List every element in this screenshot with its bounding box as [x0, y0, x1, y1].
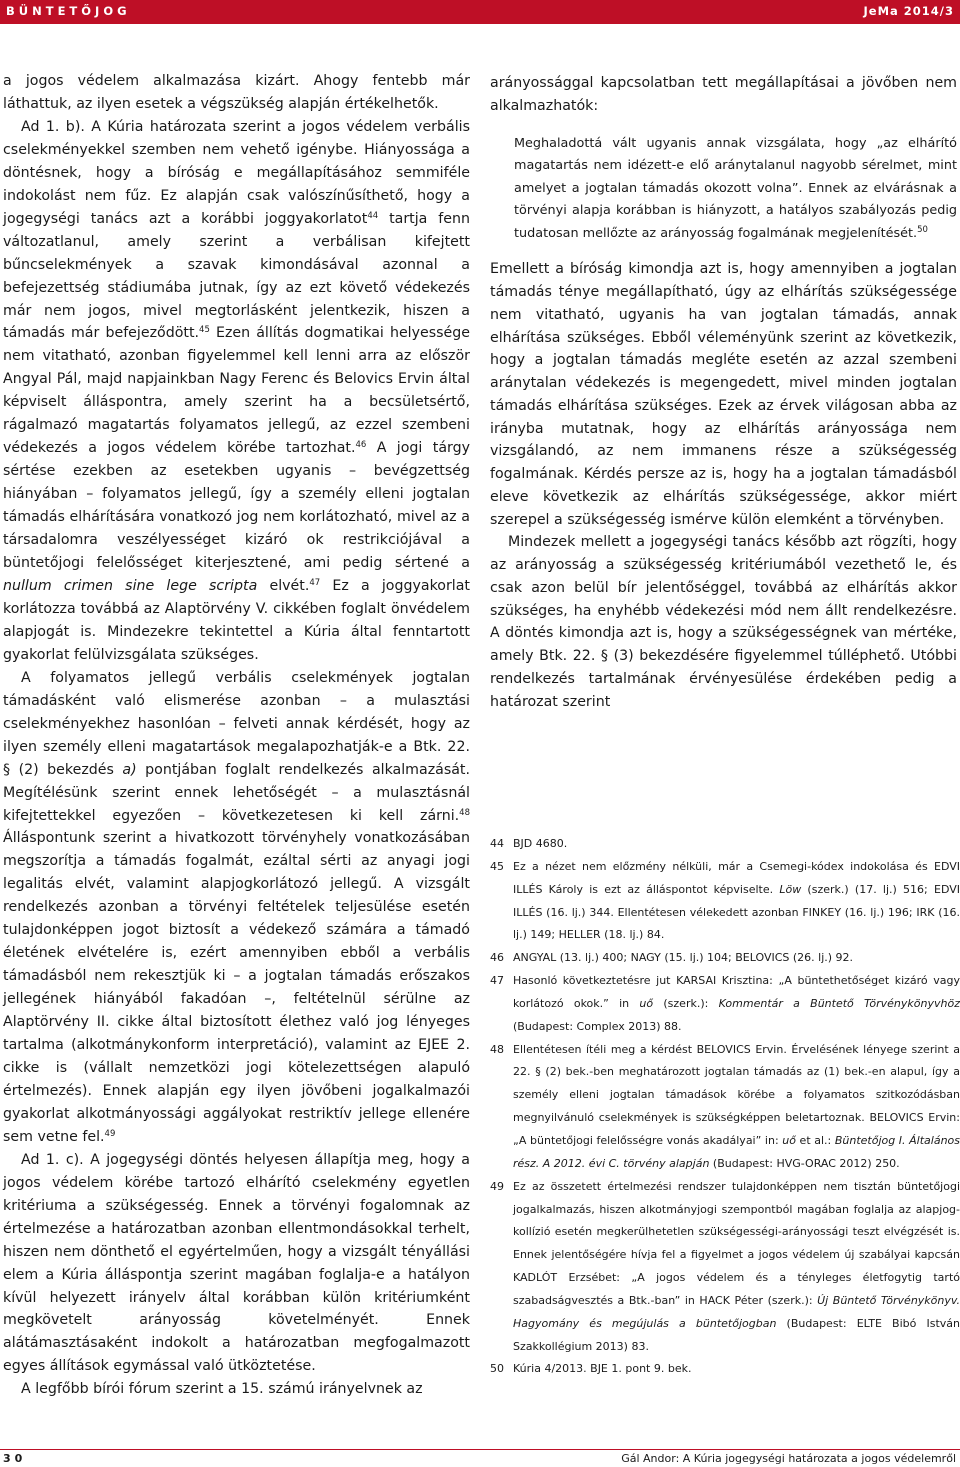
- paragraph: A legfőbb bírói fórum szerint a 15. számú irányelvnek az: [21, 1381, 423, 1398]
- footnote-number: 44: [490, 837, 504, 850]
- footnote-ref[interactable]: 47: [309, 577, 321, 588]
- paragraph: Mindezek mellett a jogegységi tanács később azt rögzíti, hogy az arányosság a szükségesség kritériumából vezethető le, és csak azon belül bír jelentőséggel, továbbá az elhárítás akkor szükséges, ha enyhébb védekezési mód nem állt rendelkezésre. A döntés kimondja azt is, hogy a szükségességnek van mértéke, amely Btk. 22. § (3) bekezdésére figyelemmel túlléphető. Utóbbi rendelkezés tartalmának érvényesülése érdekében pedig a határozat szerint: [490, 534, 957, 710]
- footnote-ref[interactable]: 45: [199, 325, 210, 336]
- block-quote: Meghaladottá vált ugyanis annak vizsgálata, hogy „az elhárító magatartás nem idézett-e elő aránytalanul nagyobb sérelmet, mint amelyet a jogtalan támadás okozott volna”. Ennek az elvárásnak a törvényi alapja korábban is hiányzott, a hatályos szabályozás pedig tudatosan mellőzte az arányosság fogalmának megjelenítését.$^{50}$: [514, 135, 957, 241]
- footnote-ref[interactable]: 50: [917, 224, 928, 235]
- footnote: 46 ANGYAL (13. lj.) 400; NAGY (15. lj.) 104; BELOVICS (26. lj.) 92.: [490, 947, 960, 970]
- footnote: 47 Hasonló következtetésre jut KARSAI Krisztina: „A büntethetőséget kizáró vagy korlátozó okok.” in uő (szerk.): Kommentár a Büntető Törvénykönyvhöz (Budapest: Complex 2013) 88.: [490, 970, 960, 1039]
- right-column: [490, 72, 957, 713]
- footnote-number: 46: [490, 951, 504, 965]
- footnote-ref[interactable]: 48: [459, 807, 470, 818]
- paragraph: Ad 1. b). A Kúria határozata szerint a jogos védelem verbális cselekményekkel szemben nem vehető igénybe. Hiányossága a döntésnek, hogy a bíróság e megállapításához semmiféle indokolást nem fűz. Ez alapján csak valószínűsíthető, hogy a jogegységi tanács azt a korábbi joggyakorlatot$^{44}$ tartja fenn változatlanul, amely szerint a verbálisan kifejtett bűncselekmények a szavak kimondásával azonnal a befejezettség stádiumába jutnak, így az ezt követő védekezés már nem jogos, mivel megtorlásként jelentkezik, hiszen a támadás már befejeződött.$^{45}$ Ezen állítás dogmatikai helyessége nem vitatható, azonban figyelemmel kell lenni arra az először Angyal Pál, majd napjainkban Nagy Ferenc és Belovics Ervin által képviselt álláspontra, amely szerint ha a becsületsértő, rágalmazó magatartás folyamatos jellegű, az ezzel szembeni védekezés a jogos védelem körébe tartozhat.$^{46}$ A jogi tárgy sértése ezekben az esetekben ugyanis – bevégzettség hiányában – folyamatos jellegű, így a személy elleni jogtalan támadás elhárítására vonatkozó jog nem korlátozható, mivel az a társadalomra veszélyességet kizáró ok restrikciójával a büntetőjogi felelősséget kiterjesztené, ami pedig sértené a nullum crimen sine lege scripta elvét.$^{47}$ Ez a joggyakorlat korlátozza továbbá az Alaptörvény V. cikkében foglalt önvédelem alapjogát is. Mindezekre tekintettel a Kúria által fenntartott gyakorlat felülvizsgálata szükséges.: [3, 118, 471, 663]
- footnote: 44 BJD 4680.: [490, 833, 960, 856]
- footer-rule: [0, 1449, 960, 1450]
- section-title: BÜNTETŐJOG: [6, 4, 131, 18]
- footnote-number: 48: [490, 1042, 504, 1056]
- left-column: [3, 70, 470, 1401]
- header-bar: [0, 0, 960, 24]
- journal-issue: JeMa 2014/3: [863, 4, 954, 18]
- footnote-ref[interactable]: 44: [367, 210, 379, 221]
- footnote-number: 50: [490, 1362, 504, 1376]
- footnote-ref[interactable]: 46: [355, 440, 367, 451]
- page-number: 30: [3, 1452, 27, 1465]
- footnote: 49 Ez az összetett értelmezési rendszer tulajdonképpen nem tisztán büntetőjogi jogalkalmazás, hiszen alkotmányjogi szempontból magában foglalja az alapjog-kollízió esetén megkerülhetetlen szükségességi-arányossági teszt elvégzését is. Ennek jelentőségére hívja fel a figyelmet a jogos védelem új szabályai kapcsán KADLÓT Erzsébet: „A jogos védelem és a tényleges életfogytig tartó szabadságvesztés a Btk.-ban” in HACK Péter (szerk.): Új Büntető Törvénykönyv. Hagyomány és megújulás a büntetőjogban (Budapest: ELTE Bibó István Szakkollégium 2013) 83.: [490, 1176, 960, 1359]
- footnote-number: 45: [490, 859, 504, 873]
- footnote-number: 49: [490, 1179, 504, 1193]
- footnotes: [490, 833, 960, 1381]
- paragraph: Ad 1. c). A jogegységi döntés helyesen állapítja meg, hogy a jogos védelem körébe tartozó elhárító cselekmény egyetlen kritériuma a szükségesség. Ennek a törvényi fogalomnak az értelmezése a határozatban azonban ellentmondásokkal terhelt, hiszen nem dönthető el egyértelműen, hogy a vizsgált tényállási elem a Kúria álláspontja szerint magában foglalja-e a hatályon kívül helyezett irányelv által korábban külön kritériumként megkövetelt arányosság követelményét. Ennek alátámasztásaként indokolt a határozatban megfogalmazott egyes állítások egymással való ütköztetése.: [3, 1151, 470, 1375]
- paragraph: Emellett a bíróság kimondja azt is, hogy amennyiben a jogtalan támadás ténye megállapítható, úgy az elhárítás szükségessége nem vitatható, ugyanis ha van jogtalan támadás, annak elhárítása szükséges. Ebből véleményünk szerint az következik, hogy a jogtalan támadás megléte esetén az azzal szembeni aránytalan védekezés is megengedett, mivel minden jogtalan támadás elhárítása szükséges. Ezek az érvek világosan abba az irányba mutatnak, hogy az elhárítás arányossága nem vizsgálandó, az nem immanens része a szükségesség fogalmának. Kérdés persze az is, hogy ha a jogtalan támadásból eleve következik az elhárítás szükségessége, akkor miért szerepel a szükségesség ismérve külön elemként a törvényben.: [490, 261, 957, 528]
- footnote-number: 47: [490, 974, 504, 988]
- paragraph: a jogos védelem alkalmazása kizárt. Ahogy fentebb már láthattuk, az ilyen esetek a végszükség alapján értékelhetők.: [3, 73, 470, 112]
- footnote-ref[interactable]: 49: [104, 1128, 116, 1139]
- paragraph: A folyamatos jellegű verbális cselekmények jogtalan támadásként való elismerése azonban – a mulasztási cselekményekhez hasonlóan – felveti annak kérdését, hogy az ilyen személy elleni magatartások megalapozhatják-e a Btk. 22. § (2) bekezdés a) pontjában foglalt rendelkezés alkalmazását. Megítélésünk szerint ennek lehetőségét – a mulasztásnál kifejtettekkel egyezően – következetesen ki kell zárni.$^{48}$ Álláspontunk szerint a hivatkozott törvényhely vonatkozásában megszorítja a támadás fogalmát, ezáltal sérti az anyagi jogi legalitás elvét, valamint alapjogkorlátozó jellegű. A vizsgált rendelkezés azonban a törvényi feltételek teljesülése esetén tulajdonképpen jogot biztosít a védekező számára a támadó életének elvételére is, ezért amennyiben ebből a verbális támadásból nem rekesztjük ki – a jogtalan támadás erőszakos jellegének hiányából fakadóan –, feltételnül sérülne az Alaptörvény II. cikke által biztosított élethez való jog lényeges tartalma (alkotmánykonform interpretáció), valamint az EJEE 2. cikke is (vállalt nemzetközi jogi kötelezettségen alapuló értelmezés). Ennek alapján egy ilyen jövőbeni jogalkalmazói gyakorlat alkotmányossági aggályokat restriktív jellege ellenére sem vetne fel.$^{49}$: [3, 669, 470, 1145]
- footnote: 48 Ellentétesen ítéli meg a kérdést BELOVICS Ervin. Érvelésének lényege szerint a 22. § (2) bek.-ben meghatározott jogtalan támadás az (1) bek.-en alapul, így a személy elleni jogtalan támadások körébe a folyamatos szitkozódásban megnyilvánuló cselekmények is szükségképpen beletartoznak. BELOVICS Ervin: „A büntetőjogi felelősségre vonás akadályai” in: uő et al.: Büntetőjog I. Általános rész. A 2012. évi C. törvény alapján (Budapest: HVG-ORAC 2012) 250.: [490, 1039, 960, 1176]
- running-footer: Gál Andor: A Kúria jogegységi határozata a jogos védelemről: [621, 1452, 956, 1465]
- paragraph: arányossággal kapcsolatban tett megállapításai a jövőben nem alkalmazhatók:: [490, 75, 957, 114]
- footnote: 45 Ez a nézet nem előzmény nélküli, már a Csemegi-kódex indokolása és EDVI ILLÉS Károly is ezt az álláspontot képviselte. Löw (szerk.) (17. lj.) 516; EDVI ILLÉS (16. lj.) 344. Ellentétesen vélekedett azonban FINKEY (16. lj.) 196; IRK (16. lj.) 149; HELLER (18. lj.) 84.: [490, 856, 960, 947]
- footnote: 50 Kúria 4/2013. BJE 1. pont 9. bek.: [490, 1358, 960, 1381]
